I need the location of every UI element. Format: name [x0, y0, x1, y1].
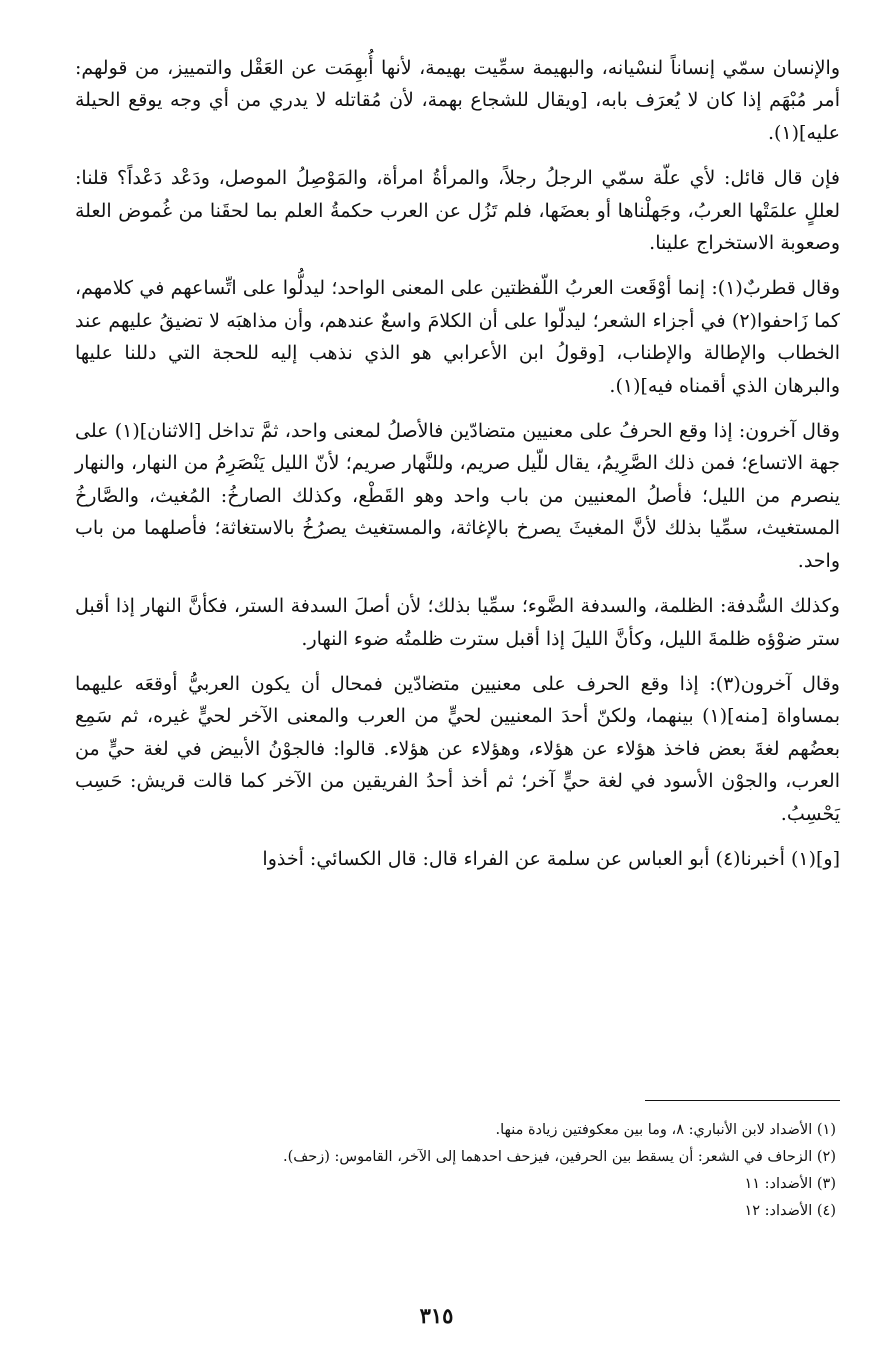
- footnote-3: (٣) الأضداد: ١١: [744, 1176, 836, 1192]
- paragraph-7: [و](١) أخبرنا(٤) أبو العباس عن سلمة عن الفراء قال: قال الكسائي: أخذوا: [262, 847, 840, 870]
- footnote-4: (٤) الأضداد: ١٢: [744, 1203, 836, 1219]
- paragraph-3: وقال قطربٌ(١): إنما أوْقَعت العربُ اللّفظتين على المعنى الواحد؛ ليدلُّوا على اتِّساعهم في كلامهم، كما زَاحفوا(٢) في أجزاء الشعر؛ ليدلّوا على أن الكلامَ واسعٌ عندهم، وأن مذاهبَه لا تضيقُ عليهم عند الخطاب والإطالة والإطناب، [وقولُ ابن الأعرابي هو الذي نذهب إليه للحجة التي دللنا عليها والبرهان الذي أقمناه فيه](١).: [75, 277, 841, 397]
- paragraph-1: والإنسان سمّي إنساناً لنسْيانه، والبهيمة سمِّيت بهيمة، لأنها أُبهِمَت عن العَقْل والتمييز، من قولهم: أمر مُبْهَم إذا كان لا يُعرَف بابه، [ويقال للشجاع بهمة، لأن مُقاتله لا يدري من أي وجه يوقع الحيلة عليه](١).: [75, 57, 840, 144]
- main-text: [75, 52, 840, 875]
- paragraph-2: فإن قال قائل: لأي علّة سمّي الرجلُ رجلاً، والمرأةُ امرأة، والمَوْصِلُ الموصل، ودَعْد دَعْداً؟ قلنا: لعللٍ علمَتْها العربُ، وجَهلْناها أو بعضَها، فلم تَزُل عن العرب حكمةُ العلم بما لحقَنا من غُموض العلة وصعوبة الاستخراج علينا.: [75, 167, 840, 255]
- paragraph-4: وقال آخرون: إذا وقع الحرفُ على معنيين متضادّين فالأصلُ لمعنى واحد، ثمَّ تداخل [الاثنان](١) على جهة الاتساع؛ فمن ذلك الصَّرِيمُ، يقال للّيل صريم، وللنَّهار صريم؛ لأنّ الليل يَنْصَرِمُ من النهار، والنهار ينصرم من الليل؛ فأصلُ المعنيين من باب واحد وهو القَطْع، وكذلك الصارخُ: المُغيث، والصَّارخُ المستغيث، سمِّيا بذلك لأنَّ المغيثَ يصرخ بالإغاثة، والمستغيث يصرُخُ بالاستغاثة؛ فأصلهما من باب واحد.: [75, 420, 840, 572]
- page-number: ٣١٥: [419, 1303, 454, 1328]
- footnotes: [75, 1117, 840, 1225]
- paragraph-5: وكذلك السُّدفة: الظلمة، والسدفة الضَّوء؛ سمِّيا بذلك؛ لأن أصلَ السدفة الستر، فكأنَّ النهار إذا أقبل ستر ضوْؤه ظلمةَ الليل، وكأنَّ الليلَ إذا أقبل سترت ظلمتُه ضوء النهار.: [75, 595, 840, 650]
- footnote-separator: [645, 1100, 840, 1101]
- footnote-1: (١) الأضداد لابن الأنباري: ٨، وما بين معكوفتين زيادة منها.: [495, 1122, 836, 1138]
- paragraph-6: وقال آخرون(٣): إذا وقع الحرف على معنيين متضادّين فمحال أن يكون العربيُّ أوقعَه عليهما بمساواة [منه](١) بينهما، ولكنّ أحدَ المعنيين لحيٍّ من العرب والمعنى الآخر لحيٍّ غيره، ثم سَمِع بعضُهم لغةَ بعض فاخذ هؤلاء عن هؤلاء، وهؤلاء عن هؤلاء. قالوا: فالجوْنُ الأبيض في لغة حيٍّ من العرب، والجوْن الأسود في لغة حيٍّ آخر؛ ثم أخذ أحدُ الفريقين من الآخر كما قالت قريش: حَسِب يَحْسِبُ.: [75, 672, 840, 825]
- footnote-2: (٢) الزحاف في الشعر: أن يسقط بين الحرفين، فيزحف احدهما إلى الآخر، القاموس: (زحف).: [283, 1149, 836, 1165]
